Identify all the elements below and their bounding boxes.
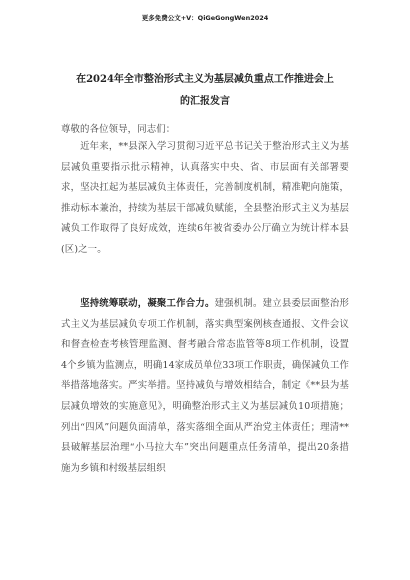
title-line-1: 在2024年全市整治形式主义为基层减负重点工作推进会上 — [76, 74, 334, 85]
paragraph-1 — [61, 137, 349, 261]
paragraph-2 — [61, 294, 349, 479]
paragraph-2-text: 建强机制。建立县委层面整治形式主义为基层减负专项工作机制，落实典型案例核查通报、文件会议和督查检查考核管理监测、督考融合常态监管等8项工作机制，设置4个乡镇为监测点，明确14家成员单位33项工作职责，确保减负工作举措落地落实。严实举措。坚持减负与增效相结合，制定《**县为基层减负增效的实施意见》，明确整治形式主义为基层减负10项措施；列出“四风”问题负面清单，落实落细全面从严治党主体责任；理清**县破解基层治理“小马拉大车”突出问题重点任务清单，提出20条措施为乡镇和村级基层组织 — [61, 298, 349, 474]
header-note: 更多免费公文+V：QiGeGongWen2024 — [141, 14, 269, 22]
paragraph-1-text: 近年来，**县深入学习贯彻习近平总书记关于整治形式主义为基层减负重要指示批示精神，认真落实中央、省、市层面有关部署要求，坚决扛起为基层减负主体责任，完善制度机制，精准靶向施策，推动标本兼治，持续为基层干部减负赋能，全县整治形式主义为基层减负工作取得了良好成效，连续6年被省委办公厅确立为统计样本县(区)之一。 — [61, 141, 349, 255]
document-title — [56, 69, 354, 113]
title-line-2: 的汇报发言 — [180, 96, 230, 107]
paragraph-2-lead: 坚持统筹联动，凝聚工作合力。 — [80, 298, 215, 309]
salutation: 尊敬的各位领导，同志们： — [61, 124, 176, 135]
